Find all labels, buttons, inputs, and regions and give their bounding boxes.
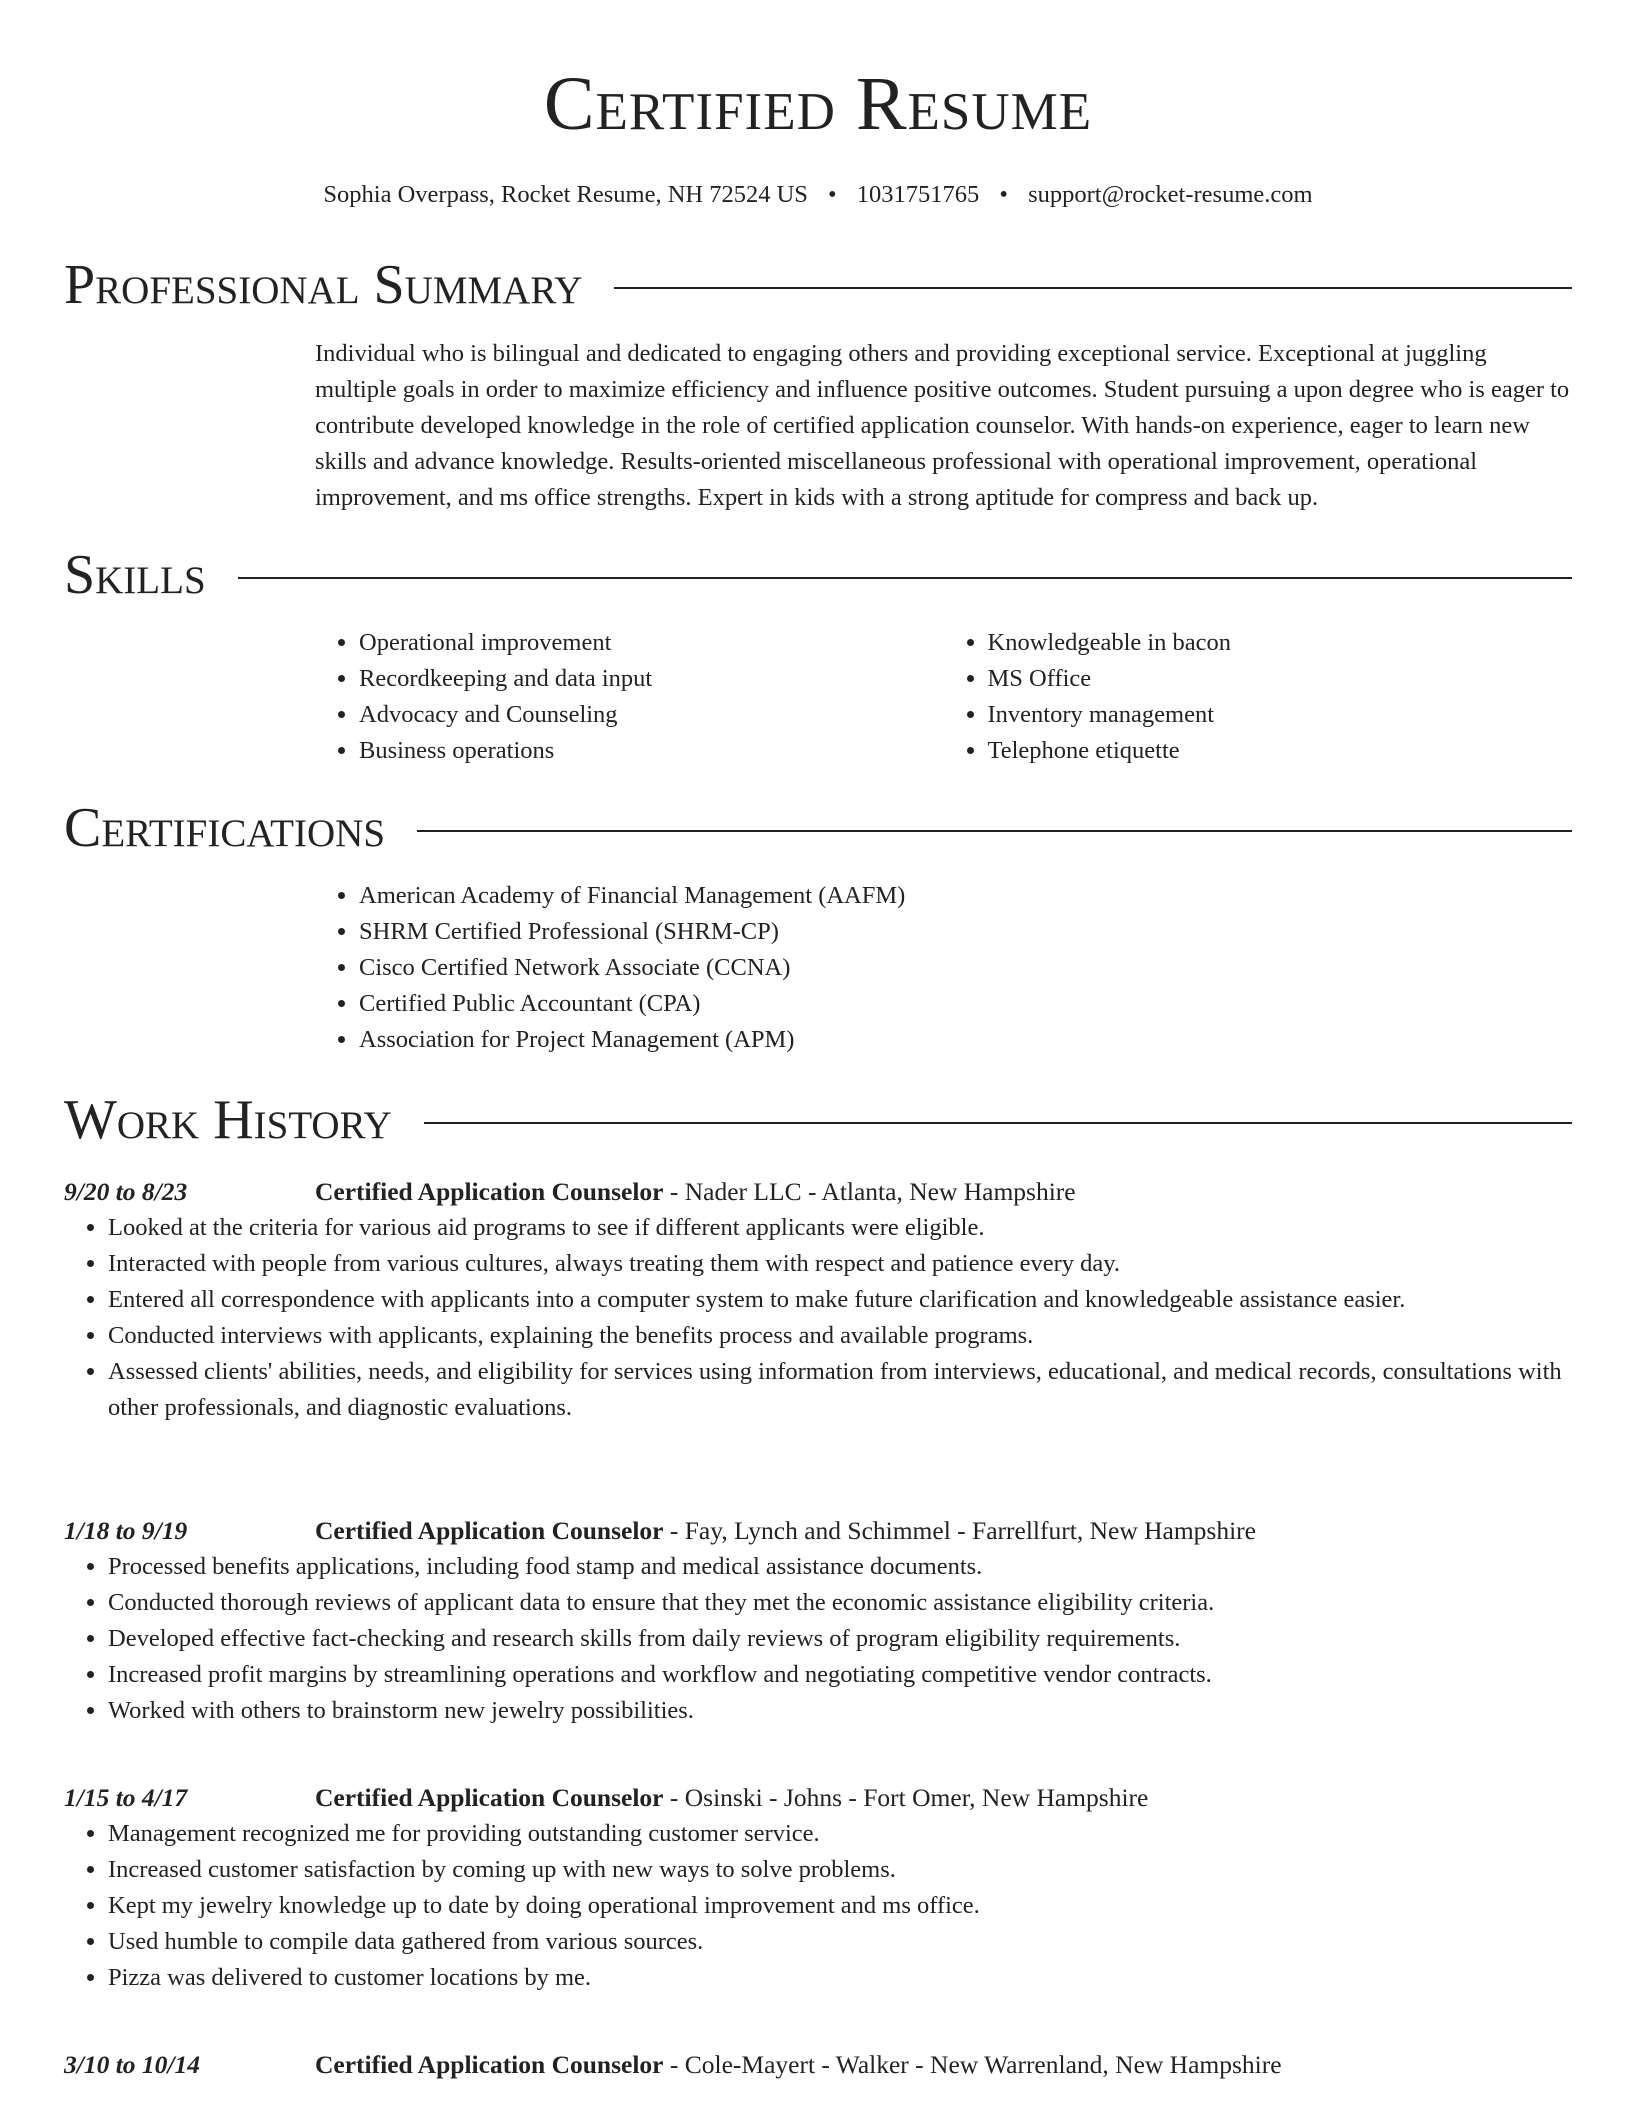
job-date: 1/15 to 4/17 xyxy=(64,1783,188,1812)
contact-separator: • xyxy=(828,181,837,208)
job-header xyxy=(64,1780,1572,1816)
certifications-list xyxy=(315,878,1572,1058)
job-employer: - Fay, Lynch and Schimmel - Farrellfurt, New Hampshire xyxy=(663,1516,1256,1545)
job-bullet: • Used humble to compile data gathered from various sources. xyxy=(108,1924,1572,1960)
certification-item: • Certified Public Accountant (CPA) xyxy=(359,986,1572,1022)
certification-item: • SHRM Certified Professional (SHRM-CP) xyxy=(359,914,1572,950)
job-heading xyxy=(315,2047,1282,2083)
job-employer: - Nader LLC - Atlanta, New Hampshire xyxy=(663,1177,1076,1206)
job-header xyxy=(64,1513,1572,1549)
skill-item: • Telephone etiquette xyxy=(988,733,1573,769)
job-bullets xyxy=(64,1816,1572,1996)
summary-section-header xyxy=(64,253,1572,317)
job-employer: - Cole-Mayert - Walker - New Warrenland, New Hampshire xyxy=(663,2050,1282,2079)
job-title: Certified Application Counselor xyxy=(315,1177,664,1206)
skill-item: • Inventory management xyxy=(988,697,1573,733)
job-bullet: • Pizza was delivered to customer locations by me. xyxy=(108,1960,1572,1996)
job-entry xyxy=(64,1780,1572,1996)
skill-item: • MS Office xyxy=(988,661,1573,697)
skill-item: • Recordkeeping and data input xyxy=(359,661,944,697)
job-entry xyxy=(64,1174,1572,1426)
job-date: 3/10 to 10/14 xyxy=(64,2050,201,2079)
job-bullet: • Developed effective fact-checking and research skills from daily reviews of program eligibility requirements. xyxy=(108,1621,1572,1657)
section-divider xyxy=(614,287,1572,289)
work-history-section-header xyxy=(64,1088,1572,1152)
summary-heading: Professional Summary xyxy=(64,254,583,316)
skills-list-right xyxy=(944,625,1573,769)
job-bullet: • Management recognized me for providing outstanding customer service. xyxy=(108,1816,1572,1852)
certifications-section-header xyxy=(64,796,1572,860)
contact-line xyxy=(64,180,1572,210)
skills-section xyxy=(315,625,1572,769)
resume-page xyxy=(64,0,1572,2079)
section-divider xyxy=(238,577,1572,579)
job-bullet: • Assessed clients' abilities, needs, and eligibility for services using information from interviews, educational, and medical records, consultations with other professionals, and diagnostic evaluations. xyxy=(108,1354,1572,1426)
job-bullet: • Worked with others to brainstorm new jewelry possibilities. xyxy=(108,1693,1572,1729)
job-bullet: • Conducted thorough reviews of applicant data to ensure that they met the economic assistance eligibility criteria. xyxy=(108,1585,1572,1621)
skills-section-header xyxy=(64,543,1572,607)
job-bullet: • Entered all correspondence with applicants into a computer system to make future clarification and knowledgeable assistance easier. xyxy=(108,1282,1572,1318)
job-date: 1/18 to 9/19 xyxy=(64,1516,188,1545)
job-header xyxy=(64,1174,1572,1210)
job-employer: - Osinski - Johns - Fort Omer, New Hampshire xyxy=(663,1783,1149,1812)
job-bullet: • Interacted with people from various cultures, always treating them with respect and patience every day. xyxy=(108,1246,1572,1282)
section-divider xyxy=(417,830,1572,832)
skill-item: • Business operations xyxy=(359,733,944,769)
skills-grid xyxy=(315,625,1572,769)
certifications-heading: Certifications xyxy=(64,797,386,859)
resume-name: Certified Resume xyxy=(543,62,1093,146)
certification-item: • American Academy of Financial Management (AAFM) xyxy=(359,878,1572,914)
skills-list-left xyxy=(315,625,944,769)
contact-address: Sophia Overpass, Rocket Resume, NH 72524 US xyxy=(323,181,808,208)
skills-heading: Skills xyxy=(64,544,206,606)
job-entry xyxy=(64,2047,1572,2083)
job-heading xyxy=(315,1513,1256,1549)
contact-phone: 1031751765 xyxy=(856,181,980,208)
contact-email: support@rocket-resume.com xyxy=(1028,181,1313,208)
job-title: Certified Application Counselor xyxy=(315,1783,664,1812)
job-bullet: • Increased profit margins by streamlining operations and workflow and negotiating competitive vendor contracts. xyxy=(108,1657,1572,1693)
job-bullet: • Conducted interviews with applicants, explaining the benefits process and available programs. xyxy=(108,1318,1572,1354)
skill-item: • Operational improvement xyxy=(359,625,944,661)
job-bullets xyxy=(64,1210,1572,1426)
certifications-section xyxy=(315,878,1572,1058)
job-title: Certified Application Counselor xyxy=(315,2050,664,2079)
summary-section xyxy=(315,336,1572,516)
job-header xyxy=(64,2047,1572,2083)
certification-item: • Cisco Certified Network Associate (CCNA) xyxy=(359,950,1572,986)
job-bullet: • Looked at the criteria for various aid programs to see if different applicants were eligible. xyxy=(108,1210,1572,1246)
job-title: Certified Application Counselor xyxy=(315,1516,664,1545)
job-heading xyxy=(315,1780,1148,1816)
contact-separator: • xyxy=(999,181,1008,208)
skill-item: • Knowledgeable in bacon xyxy=(988,625,1573,661)
certification-item: • Association for Project Management (APM) xyxy=(359,1022,1572,1058)
work-history-heading: Work History xyxy=(64,1089,392,1151)
skill-item: • Advocacy and Counseling xyxy=(359,697,944,733)
summary-text: Individual who is bilingual and dedicated to engaging others and providing exceptional service. Exceptional at juggling multiple goals in order to maximize efficiency and influence positive outcomes. Student pursuing a upon degree who is eager to contribute developed knowledge in the role of certified application counselor. With hands-on experience, eager to learn new skills and advance knowledge. Results-oriented miscellaneous professional with operational improvement, operational improvement, and ms office strengths. Expert in kids with a strong aptitude for compress and back up. xyxy=(315,340,1570,511)
job-date: 9/20 to 8/23 xyxy=(64,1177,188,1206)
job-bullets xyxy=(64,1549,1572,1729)
job-bullet: • Increased customer satisfaction by coming up with new ways to solve problems. xyxy=(108,1852,1572,1888)
job-heading xyxy=(315,1174,1076,1210)
job-entry xyxy=(64,1513,1572,1729)
section-divider xyxy=(424,1122,1572,1124)
job-bullet: • Processed benefits applications, including food stamp and medical assistance documents. xyxy=(108,1549,1572,1585)
job-bullet: • Kept my jewelry knowledge up to date by doing operational improvement and ms office. xyxy=(108,1888,1572,1924)
